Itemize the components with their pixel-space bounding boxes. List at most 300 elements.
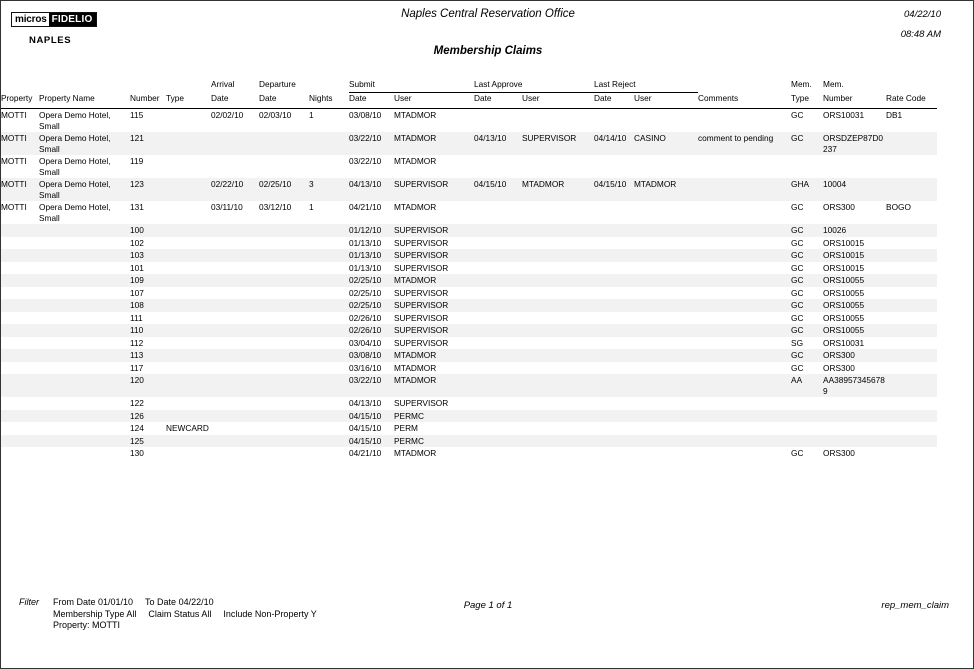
cell-comments xyxy=(698,224,791,237)
cell-mem-type: GC xyxy=(791,312,804,323)
cell-mem-number: ORS300 xyxy=(823,362,855,373)
cell-mem-type: GC xyxy=(791,299,823,312)
cell-property xyxy=(1,362,39,375)
cell-approve-user xyxy=(522,410,594,423)
cell-type xyxy=(166,109,211,132)
cell-approve-user xyxy=(522,447,594,460)
cell-approve-date xyxy=(474,299,522,312)
cell-comments xyxy=(698,299,791,312)
cell-nights xyxy=(309,249,349,262)
cell-property-name xyxy=(39,410,130,423)
cell-nights xyxy=(309,397,349,410)
table-row[interactable] xyxy=(1,262,937,275)
cell-property-name: Opera Demo Hotel, Small xyxy=(39,156,111,177)
report-identifier: rep_mem_claim xyxy=(881,600,949,611)
cell-reject-user xyxy=(634,224,698,237)
cell-reject-user: CASINO xyxy=(634,132,698,155)
cell-approve-date xyxy=(474,422,522,435)
cell-mem-number xyxy=(823,155,886,178)
cell-reject-date: 04/15/10 xyxy=(594,178,634,201)
cell-type xyxy=(166,249,211,262)
cell-comments xyxy=(698,397,791,410)
cell-departure-date xyxy=(259,237,309,250)
column-header-mem-number: Number xyxy=(823,92,853,103)
cell-type xyxy=(166,312,211,325)
cell-approve-user xyxy=(522,155,594,178)
cell-arrival-date: 02/22/10 xyxy=(211,178,259,201)
cell-nights: 1 xyxy=(309,202,314,212)
cell-approve-date xyxy=(474,237,522,250)
cell-approve-user xyxy=(522,397,594,410)
table-row[interactable] xyxy=(1,201,937,224)
cell-submit-date: 04/15/10 xyxy=(349,410,394,423)
column-header-mem-type: Type xyxy=(791,92,810,103)
cell-number: 110 xyxy=(130,324,166,337)
cell-mem-number: AA389573456789 xyxy=(823,375,885,396)
page-title: Membership Claims xyxy=(433,45,543,57)
cell-type xyxy=(166,132,211,155)
group-header-last-reject: Last Reject xyxy=(594,79,698,93)
cell-arrival-date xyxy=(211,299,259,312)
filter-to-date: To Date 04/22/10 xyxy=(145,597,214,607)
table-row[interactable] xyxy=(1,155,937,178)
cell-rate-code xyxy=(886,349,937,362)
cell-arrival-date xyxy=(211,362,259,375)
column-header-nights: Nights xyxy=(309,92,333,103)
cell-rate-code xyxy=(886,249,937,262)
cell-number: 130 xyxy=(130,448,144,458)
cell-number: 111 xyxy=(130,312,143,323)
cell-mem-number: ORS10031 xyxy=(823,337,865,348)
cell-type xyxy=(166,262,211,275)
column-header-property-name: Property Name xyxy=(39,92,95,103)
cell-reject-user xyxy=(634,287,698,300)
cell-reject-date xyxy=(594,155,634,178)
cell-approve-date xyxy=(474,374,522,397)
cell-property-name xyxy=(39,262,130,275)
cell-rate-code xyxy=(886,262,937,275)
cell-mem-number xyxy=(823,435,886,448)
cell-reject-date xyxy=(594,249,634,262)
membership-claims-table xyxy=(1,79,937,460)
cell-approve-date xyxy=(474,287,522,300)
cell-mem-type: GC xyxy=(791,132,823,155)
cell-property xyxy=(1,262,39,275)
cell-reject-date xyxy=(594,397,634,410)
cell-reject-date xyxy=(594,349,634,362)
cell-approve-date xyxy=(474,312,522,325)
cell-approve-date xyxy=(474,349,522,362)
logo-micros-text: micros xyxy=(12,13,49,26)
cell-approve-date xyxy=(474,274,522,287)
group-spacer-nights xyxy=(309,79,349,93)
cell-reject-user xyxy=(634,337,698,350)
column-header-approve-user: User xyxy=(522,93,540,103)
cell-mem-type xyxy=(791,410,823,423)
cell-approve-date xyxy=(474,410,522,423)
cell-reject-user xyxy=(634,201,698,224)
cell-property xyxy=(1,287,39,300)
cell-number: 107 xyxy=(130,287,144,298)
cell-comments xyxy=(698,287,791,300)
cell-submit-user: MTADMOR xyxy=(394,349,474,362)
cell-approve-date xyxy=(474,337,522,350)
column-header-rate-code: Rate Code xyxy=(886,92,926,103)
cell-comments xyxy=(698,435,791,448)
table-group-header-row xyxy=(1,79,937,93)
cell-departure-date xyxy=(259,274,309,287)
office-title: Naples Central Reservation Office xyxy=(401,8,575,20)
cell-property xyxy=(1,249,39,262)
cell-submit-user: PERMC xyxy=(394,410,474,423)
cell-property xyxy=(1,312,39,325)
cell-mem-type: GC xyxy=(791,249,823,262)
cell-reject-date xyxy=(594,374,634,397)
column-header-type: Type xyxy=(166,92,184,103)
cell-submit-date: 03/16/10 xyxy=(349,362,382,373)
cell-approve-date xyxy=(474,201,522,224)
cell-reject-date xyxy=(594,287,634,300)
cell-property xyxy=(1,435,39,448)
page-indicator: Page 1 of 1 xyxy=(463,600,513,611)
cell-mem-number: ORS10055 xyxy=(823,324,886,337)
cell-type xyxy=(166,337,211,350)
cell-reject-user xyxy=(634,410,698,423)
cell-number: 102 xyxy=(130,237,144,248)
cell-type xyxy=(166,349,211,362)
cell-property xyxy=(1,337,39,350)
cell-mem-type: GC xyxy=(791,110,804,120)
cell-approve-date xyxy=(474,362,522,375)
cell-nights xyxy=(309,237,349,250)
group-spacer-number xyxy=(130,79,166,93)
cell-property xyxy=(1,410,39,423)
cell-rate-code xyxy=(886,155,937,178)
cell-property-name xyxy=(39,397,130,410)
cell-submit-user: MTADMOR xyxy=(394,202,437,212)
cell-mem-number: ORS10055 xyxy=(823,312,865,323)
cell-reject-user xyxy=(634,249,698,262)
cell-property-name xyxy=(39,435,130,448)
cell-rate-code xyxy=(886,435,937,448)
cell-mem-type: GC xyxy=(791,349,823,362)
cell-approve-user xyxy=(522,249,594,262)
cell-departure-date xyxy=(259,349,309,362)
cell-departure-date xyxy=(259,362,309,375)
cell-nights xyxy=(309,362,349,375)
cell-arrival-date xyxy=(211,422,259,435)
cell-submit-date: 02/25/10 xyxy=(349,299,394,312)
cell-approve-user xyxy=(522,109,594,132)
cell-property-name xyxy=(39,299,130,312)
cell-submit-user: MTADMOR xyxy=(394,362,437,373)
cell-arrival-date xyxy=(211,337,259,350)
cell-property xyxy=(1,422,39,435)
cell-mem-number: ORS10015 xyxy=(823,262,865,273)
cell-submit-date: 02/25/10 xyxy=(349,274,394,287)
cell-type xyxy=(166,155,211,178)
cell-submit-date: 03/22/10 xyxy=(349,374,394,397)
cell-property-name: Opera Demo Hotel, Small xyxy=(39,202,111,223)
cell-type: NEWCARD xyxy=(166,423,209,433)
cell-reject-user xyxy=(634,422,698,435)
cell-reject-date xyxy=(594,237,634,250)
cell-property: MOTTI xyxy=(1,178,39,201)
cell-departure-date xyxy=(259,155,309,178)
cell-reject-user xyxy=(634,435,698,448)
cell-mem-number: ORS300 xyxy=(823,349,886,362)
cell-nights xyxy=(309,447,349,460)
table-row[interactable] xyxy=(1,132,937,155)
cell-rate-code xyxy=(886,274,937,287)
cell-reject-date xyxy=(594,337,634,350)
column-header-comments: Comments xyxy=(698,92,739,103)
cell-type xyxy=(166,274,211,287)
table-row[interactable] xyxy=(1,274,937,287)
cell-approve-user xyxy=(522,224,594,237)
report-table-wrap xyxy=(1,79,974,460)
cell-property xyxy=(1,447,39,460)
cell-mem-type xyxy=(791,155,823,178)
cell-approve-user xyxy=(522,337,594,350)
cell-number: 119 xyxy=(130,156,144,166)
cell-nights xyxy=(309,324,349,337)
cell-nights xyxy=(309,262,349,275)
cell-rate-code xyxy=(886,374,937,397)
cell-mem-type: GC xyxy=(791,324,823,337)
table-row[interactable] xyxy=(1,312,937,325)
report-date: 04/22/10 xyxy=(904,9,941,20)
cell-arrival-date xyxy=(211,237,259,250)
table-row[interactable] xyxy=(1,349,937,362)
cell-approve-date xyxy=(474,324,522,337)
table-row[interactable] xyxy=(1,324,937,337)
cell-arrival-date: 03/11/10 xyxy=(211,202,243,212)
cell-reject-date xyxy=(594,435,634,448)
cell-nights xyxy=(309,312,349,325)
cell-submit-date: 04/21/10 xyxy=(349,202,382,212)
logo-property-tag: NAPLES xyxy=(29,35,72,46)
cell-number: 124 xyxy=(130,423,144,433)
cell-nights xyxy=(309,337,349,350)
column-header-mem-number-line1: Mem. xyxy=(823,79,844,89)
cell-mem-type: SG xyxy=(791,337,804,348)
cell-reject-user xyxy=(634,299,698,312)
cell-type xyxy=(166,287,211,300)
cell-nights xyxy=(309,410,349,423)
cell-comments xyxy=(698,201,791,224)
cell-approve-date: 04/13/10 xyxy=(474,132,522,155)
cell-property-name xyxy=(39,447,130,460)
filter-label: Filter xyxy=(19,597,39,607)
cell-number: 117 xyxy=(130,362,144,373)
cell-mem-number: ORS300 xyxy=(823,448,855,458)
cell-mem-type: GC xyxy=(791,224,823,237)
cell-submit-user: SUPERVISOR xyxy=(394,299,474,312)
cell-departure-date xyxy=(259,447,309,460)
cell-mem-type: GHA xyxy=(791,178,823,201)
cell-submit-date: 04/15/10 xyxy=(349,423,382,433)
cell-approve-user xyxy=(522,262,594,275)
cell-reject-user xyxy=(634,362,698,375)
cell-rate-code xyxy=(886,312,937,325)
cell-submit-date: 03/08/10 xyxy=(349,349,394,362)
filter-membership-type: Membership Type All xyxy=(53,608,137,619)
cell-arrival-date xyxy=(211,132,259,155)
cell-departure-date xyxy=(259,132,309,155)
cell-type xyxy=(166,447,211,460)
cell-submit-date: 02/26/10 xyxy=(349,312,382,323)
table-row[interactable] xyxy=(1,287,937,300)
cell-property xyxy=(1,274,39,287)
cell-arrival-date: 02/02/10 xyxy=(211,110,244,120)
table-row[interactable] xyxy=(1,362,937,375)
cell-departure-date xyxy=(259,287,309,300)
cell-reject-date xyxy=(594,274,634,287)
cell-submit-user: SUPERVISOR xyxy=(394,178,474,201)
cell-mem-type: GC xyxy=(791,362,804,373)
cell-mem-type: GC xyxy=(791,274,823,287)
cell-approve-date xyxy=(474,447,522,460)
column-header-reject-user: User xyxy=(634,93,652,103)
cell-nights xyxy=(309,274,349,287)
cell-reject-user xyxy=(634,155,698,178)
cell-property: MOTTI xyxy=(1,156,27,166)
cell-submit-date: 01/12/10 xyxy=(349,224,394,237)
cell-submit-date: 04/13/10 xyxy=(349,398,382,408)
cell-property xyxy=(1,237,39,250)
column-header-departure-date: Date xyxy=(259,92,277,103)
table-row[interactable] xyxy=(1,178,937,201)
cell-reject-date xyxy=(594,312,634,325)
cell-property-name: Opera Demo Hotel, Small xyxy=(39,178,130,201)
cell-mem-number xyxy=(823,410,886,423)
column-header-approve-date: Date xyxy=(474,93,492,103)
cell-nights xyxy=(309,132,349,155)
cell-arrival-date xyxy=(211,274,259,287)
cell-mem-number: ORS10015 xyxy=(823,249,886,262)
group-spacer-property xyxy=(1,79,39,93)
cell-rate-code xyxy=(886,178,937,201)
cell-approve-date xyxy=(474,249,522,262)
cell-number: 113 xyxy=(130,349,166,362)
cell-mem-number: 10026 xyxy=(823,224,886,237)
cell-arrival-date xyxy=(211,312,259,325)
cell-rate-code: BOGO xyxy=(886,202,911,212)
cell-submit-date: 01/13/10 xyxy=(349,237,382,248)
cell-reject-user xyxy=(634,324,698,337)
column-header-reject-date: Date xyxy=(594,93,612,103)
table-row[interactable] xyxy=(1,422,937,435)
cell-comments xyxy=(698,178,791,201)
cell-reject-date: 04/14/10 xyxy=(594,132,634,155)
cell-number: 125 xyxy=(130,435,166,448)
cell-reject-date xyxy=(594,410,634,423)
cell-property xyxy=(1,224,39,237)
cell-departure-date: 02/03/10 xyxy=(259,110,292,120)
table-row[interactable] xyxy=(1,435,937,448)
cell-rate-code xyxy=(886,410,937,423)
cell-type xyxy=(166,178,211,201)
cell-rate-code xyxy=(886,224,937,237)
cell-comments: comment to pending xyxy=(698,132,791,155)
cell-reject-date xyxy=(594,422,634,435)
cell-approve-user: MTADMOR xyxy=(522,178,594,201)
cell-submit-date: 04/15/10 xyxy=(349,435,394,448)
cell-number: 123 xyxy=(130,178,166,201)
cell-property xyxy=(1,299,39,312)
column-header-submit-user: User xyxy=(394,93,412,103)
cell-property xyxy=(1,397,39,410)
group-spacer-comments xyxy=(698,79,791,93)
cell-approve-user xyxy=(522,349,594,362)
cell-reject-date xyxy=(594,201,634,224)
cell-number: 112 xyxy=(130,337,144,348)
cell-mem-type: GC xyxy=(791,448,804,458)
cell-submit-date: 03/04/10 xyxy=(349,337,382,348)
cell-submit-user: MTADMOR xyxy=(394,274,474,287)
table-row[interactable] xyxy=(1,337,937,350)
cell-type xyxy=(166,410,211,423)
cell-approve-date xyxy=(474,155,522,178)
cell-approve-user xyxy=(522,299,594,312)
cell-approve-user xyxy=(522,312,594,325)
cell-submit-user: MTADMOR xyxy=(394,156,437,166)
table-row[interactable] xyxy=(1,224,937,237)
cell-rate-code xyxy=(886,447,937,460)
cell-submit-user: SUPERVISOR xyxy=(394,312,449,323)
cell-approve-user xyxy=(522,435,594,448)
cell-submit-date: 01/13/10 xyxy=(349,249,394,262)
cell-submit-date: 03/08/10 xyxy=(349,110,382,120)
table-row[interactable] xyxy=(1,374,937,397)
table-row[interactable] xyxy=(1,397,937,410)
cell-number: 120 xyxy=(130,374,166,397)
cell-number: 122 xyxy=(130,398,144,408)
cell-rate-code xyxy=(886,324,937,337)
cell-reject-date xyxy=(594,362,634,375)
cell-property xyxy=(1,349,39,362)
table-row[interactable] xyxy=(1,109,937,132)
column-header-departure-line1: Departure xyxy=(259,79,296,89)
cell-comments xyxy=(698,374,791,397)
cell-property-name xyxy=(39,337,130,350)
cell-submit-date: 01/13/10 xyxy=(349,262,382,273)
table-column-header-row xyxy=(1,93,937,109)
table-row[interactable] xyxy=(1,410,937,423)
cell-nights: 3 xyxy=(309,178,349,201)
column-header-arrival-date: Date xyxy=(211,92,229,103)
cell-comments xyxy=(698,312,791,325)
cell-rate-code xyxy=(886,132,937,155)
cell-approve-user xyxy=(522,237,594,250)
cell-rate-code xyxy=(886,397,937,410)
table-row[interactable] xyxy=(1,249,937,262)
cell-submit-user: PERM xyxy=(394,423,418,433)
cell-property-name xyxy=(39,362,130,375)
cell-type xyxy=(166,237,211,250)
cell-reject-user xyxy=(634,274,698,287)
table-row[interactable] xyxy=(1,299,937,312)
cell-number: 131 xyxy=(130,202,144,212)
table-row[interactable] xyxy=(1,237,937,250)
cell-approve-date xyxy=(474,109,522,132)
cell-mem-number xyxy=(823,397,886,410)
cell-mem-number: 10004 xyxy=(823,178,886,201)
cell-mem-number: ORS10031 xyxy=(823,110,865,120)
table-row[interactable] xyxy=(1,447,937,460)
cell-property-name xyxy=(39,237,130,250)
